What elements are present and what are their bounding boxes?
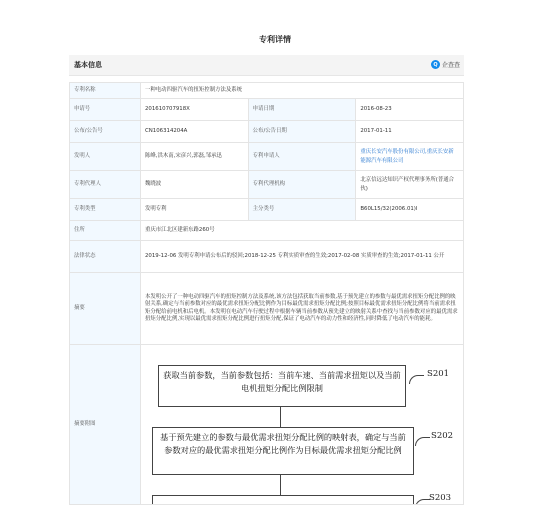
inventor-label: 发明人	[70, 143, 141, 171]
flow-arrow-1	[280, 407, 281, 427]
table-row	[70, 241, 464, 273]
publication-number-value: CN106314204A	[141, 121, 249, 143]
table-row	[70, 121, 464, 143]
qcc-logo-icon: Q	[431, 60, 440, 69]
patent-name-label: 专利名称	[70, 83, 141, 99]
table-row	[70, 171, 464, 199]
abstract-figure-label: 摘要附图	[70, 345, 141, 505]
patent-type-label: 专利类型	[70, 199, 141, 221]
applicant-link[interactable]: 重庆长安汽车股份有限公司,重庆长安新能源汽车有限公司	[356, 143, 464, 171]
qcc-label: 企查查	[441, 62, 460, 69]
publication-number-label: 公布/公告号	[70, 121, 141, 143]
table-row	[70, 143, 464, 171]
patent-type-value: 发明专利	[141, 199, 249, 221]
table-row	[70, 273, 464, 345]
flow-step-box-3	[152, 495, 414, 504]
qcc-link[interactable]	[431, 60, 460, 69]
publication-date-value: 2017-01-11	[356, 121, 464, 143]
inventor-value: 陈峰,洪木南,宋彦兴,郭磊,邹承迅	[141, 143, 249, 171]
address-value: 重庆市江北区建新东路260号	[141, 221, 464, 241]
step-label-s203: S203	[429, 493, 452, 503]
flow-arrow-2	[280, 475, 281, 495]
flow-step-box-1: 获取当前参数，当前参数包括：当前车速、当前需求扭矩以及当前电机扭矩分配比例限制	[158, 365, 406, 407]
section-title: 基本信息	[74, 61, 102, 69]
connector-s201	[409, 375, 424, 384]
patent-name-value: 一种电动四驱汽车的扭矩控制方法及系统	[141, 83, 464, 99]
agency-value: 北京信远达知识产权代理事务所(普通合伙)	[356, 171, 464, 199]
abstract-value: 本发明公开了一种电动四驱汽车的扭矩控制方法及系统,该方法包括获取当前参数,基于预先建立的参数与最优需求扭矩分配比例的映射关系,确定与当前参数对应的最优需求扭矩分配比例作为目标最优需求扭矩分配比例;按照目标最优需求扭矩分配比例将当前需求扭矩分配给前电机和后电机。本发明在电动汽车行驶过程中根据车辆当前参数从预先建立的映射关系中查找与当前参数对应的最优需求扭矩分配比例,实现以最优需求扭矩分配比例进行扭矩分配,保证了电动汽车的动力性和经济性,同时降低了电动汽车的能耗。	[141, 273, 464, 345]
agency-label: 专利代理机构	[248, 171, 356, 199]
connector-s202	[415, 437, 430, 446]
classification-label: 主分类号	[248, 199, 356, 221]
flow-step-box-2: 基于预先建立的参数与最优需求扭矩分配比例的映射表，确定与当前参数对应的最优需求扭矩分配比例作为目标最优需求扭矩分配比例	[152, 427, 414, 475]
abstract-figure	[147, 353, 462, 504]
applicant-label: 专利申请人	[248, 143, 356, 171]
legal-status-label: 法律状态	[70, 241, 141, 273]
application-date-value: 2016-08-23	[356, 99, 464, 121]
publication-date-label: 公布/公告日期	[248, 121, 356, 143]
application-date-label: 申请日期	[248, 99, 356, 121]
step-label-s201: S201	[427, 369, 450, 379]
legal-status-value: 2019-12-06 发明专利申请公布后的驳回;2018-12-25 专利实质审查的生效;2017-02-08 实质审查的生效;2017-01-11 公开	[141, 241, 464, 273]
agent-label: 专利代理人	[70, 171, 141, 199]
application-number-value: 201610707918X	[141, 99, 249, 121]
application-number-label: 申请号	[70, 99, 141, 121]
abstract-label: 摘要	[70, 273, 141, 345]
step-label-s202: S202	[431, 431, 454, 441]
table-row	[70, 199, 464, 221]
table-row	[70, 99, 464, 121]
table-row	[70, 221, 464, 241]
connector-s203	[415, 499, 430, 504]
table-row	[70, 83, 464, 99]
page-title: 专利详情	[259, 35, 291, 44]
classification-value: B60L15/32(2006.01)I	[356, 199, 464, 221]
section-header	[69, 55, 464, 76]
address-label: 住所	[70, 221, 141, 241]
agent-value: 魏晓波	[141, 171, 249, 199]
